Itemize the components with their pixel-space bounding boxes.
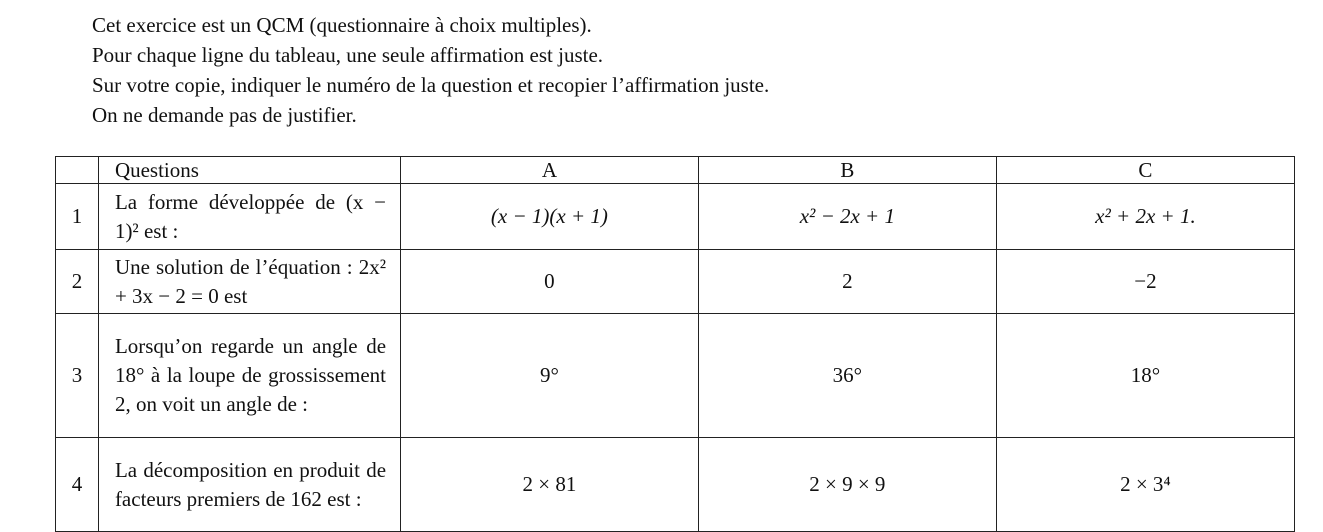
- answer-a: 2 × 81: [401, 438, 699, 532]
- answer-a: 9°: [401, 314, 699, 438]
- answer-c: 18°: [996, 314, 1294, 438]
- answer-a: 0: [401, 250, 699, 314]
- instruction-line: Pour chaque ligne du tableau, une seule affirmation est juste.: [92, 43, 604, 67]
- header-num: [56, 157, 99, 184]
- header-a: A: [401, 157, 699, 184]
- header-c: C: [996, 157, 1294, 184]
- question-number: 3: [56, 314, 99, 438]
- instruction-line: Cet exercice est un QCM (questionnaire à choix multiples).: [92, 13, 592, 37]
- qcm-table: [55, 156, 1295, 532]
- answer-c: 2 × 3⁴: [996, 438, 1294, 532]
- answer-c: x² + 2x + 1.: [996, 184, 1294, 250]
- answer-b: 2: [698, 250, 996, 314]
- header-b: B: [698, 157, 996, 184]
- table-row: [56, 184, 1295, 250]
- table-row: [56, 314, 1295, 438]
- header-questions: Questions: [98, 157, 400, 184]
- question-number: 2: [56, 250, 99, 314]
- answer-c: −2: [996, 250, 1294, 314]
- answer-b: 2 × 9 × 9: [698, 438, 996, 532]
- question-number: 1: [56, 184, 99, 250]
- question-text: Lorsqu’on regarde un angle de 18° à la loupe de grossissement 2, on voit un angle de :: [98, 314, 400, 438]
- instructions: [92, 10, 769, 130]
- answer-b: x² − 2x + 1: [698, 184, 996, 250]
- table-header-row: [56, 157, 1295, 184]
- question-text: La forme développée de (x − 1)² est :: [98, 184, 400, 250]
- question-text: La décomposition en produit de facteurs premiers de 162 est :: [98, 438, 400, 532]
- table-row: [56, 250, 1295, 314]
- instruction-line: Sur votre copie, indiquer le numéro de la question et recopier l’affirmation juste.: [92, 73, 770, 97]
- question-number: 4: [56, 438, 99, 532]
- question-text: Une solution de l’équation : 2x² + 3x − 2 = 0 est: [98, 250, 400, 314]
- answer-b: 36°: [698, 314, 996, 438]
- table-row: [56, 438, 1295, 532]
- answer-a: (x − 1)(x + 1): [401, 184, 699, 250]
- instruction-line: On ne demande pas de justifier.: [92, 103, 357, 127]
